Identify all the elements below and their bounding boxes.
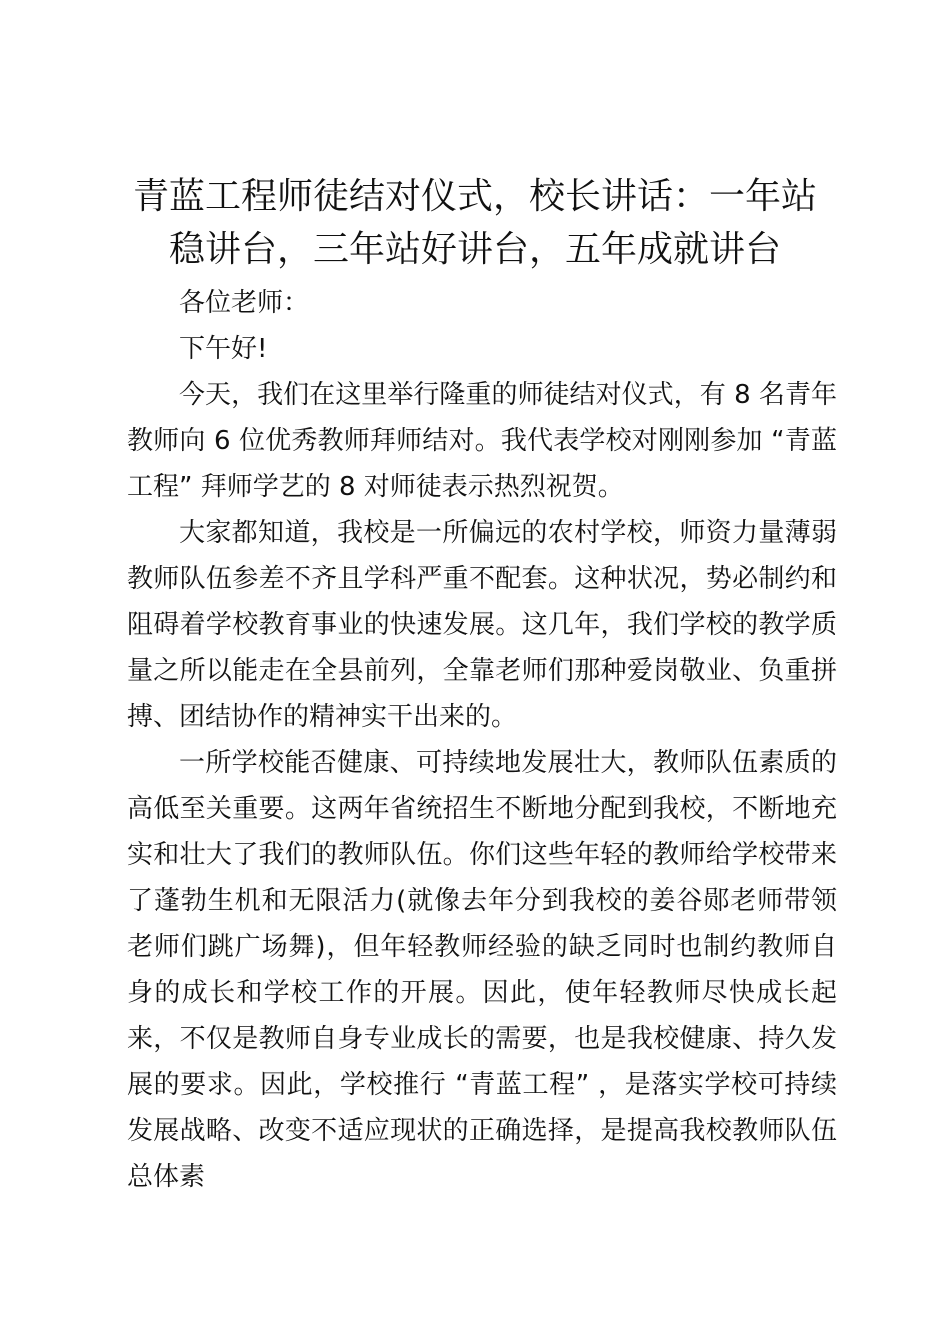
salutation: 各位老师： xyxy=(179,288,310,318)
document-body xyxy=(127,280,837,1200)
body-paragraph: 一所学校能否健康、可持续地发展壮大，教师队伍素质的高低至关重要。这两年省统招生不断地分配到我校，不断地充实和壮大了我们的教师队伍。你们这些年轻的教师给学校带来了蓬勃生机和无限活力(就像去年分到我校的姜谷郧老师带领老师们跳广场舞)，但年轻教师经验的缺乏同时也制约教师自身的成长和学校工作的开展。因此，使年轻教师尽快成长起来，不仅是教师自身专业成长的需要，也是我校健康、持久发展的要求。因此，学校推行 “青蓝工程” ，是落实学校可持续发展战略、改变不适应现状的正确选择，是提高我校教师队伍总体素 xyxy=(127,748,837,1192)
greeting: 下午好! xyxy=(179,334,268,364)
body-paragraph: 大家都知道，我校是一所偏远的农村学校，师资力量薄弱教师队伍参差不齐且学科严重不配套。这种状况，势必制约和阻碍着学校教育事业的快速发展。这几年，我们学校的教学质量之所以能走在全县前列，全靠老师们那种爱岗敬业、负重拼搏、团结协作的精神实干出来的。 xyxy=(127,518,837,732)
body-paragraph: 今天，我们在这里举行隆重的师徒结对仪式，有 8 名青年教师向 6 位优秀教师拜师结对。我代表学校对刚刚参加 “青蓝工程” 拜师学艺的 8 对师徒表示热烈祝贺。 xyxy=(127,380,837,502)
document-title: 青蓝工程师徒结对仪式，校长讲话：一年站稳讲台，三年站好讲台，五年成就讲台 xyxy=(132,176,817,270)
